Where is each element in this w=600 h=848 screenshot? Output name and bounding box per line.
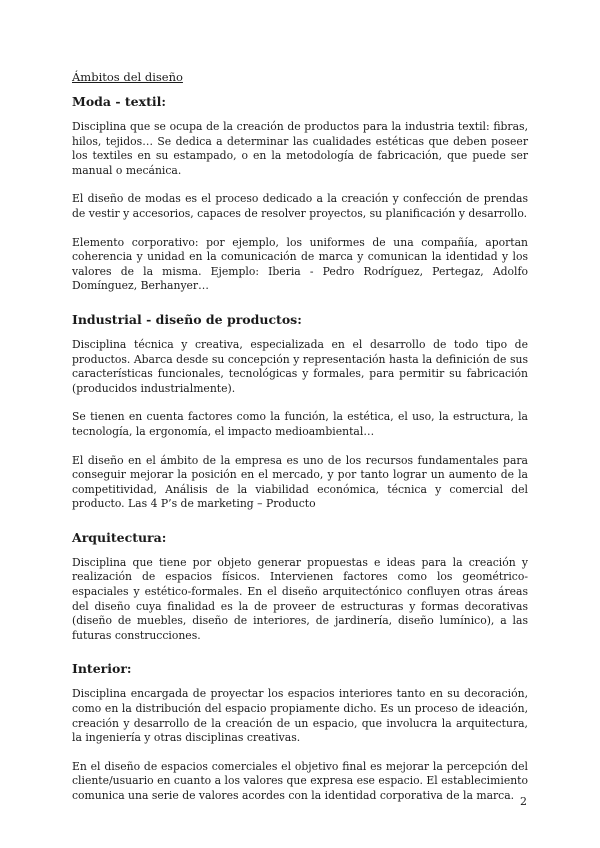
document-title: Ámbitos del diseño [72, 70, 183, 84]
page-number: 2 [520, 795, 527, 808]
paragraph: Se tienen en cuenta factores como la función, la estética, el uso, la estructura, la tecnología, la ergonomía, el impacto medioambiental… [72, 410, 528, 438]
section-heading: Moda - textil: [72, 94, 166, 109]
paragraph: Elemento corporativo: por ejemplo, los uniformes de una compañía, aportan coherencia y unidad en la comunicación de marca y comunican la identidad y los valores de la misma. Ejemplo: Iberia - Pedro Rodríguez, Pertegaz, Adolfo Domínguez, Berhanyer… [72, 235, 528, 293]
section-heading: Industrial - diseño de productos: [72, 311, 302, 327]
paragraph: Disciplina que tiene por objeto generar propuestas e ideas para la creación y realización de espacios físicos. Intervienen factores como los geométrico-espaciales y estético-formales. En el diseño arquitectónico confluyen otras áreas del diseño cuya finalidad es la de proveer de estructuras y formas decorativas (diseño de muebles, diseño de interiores, de jardinería, diseño lumínico), a las futuras construcciones. [72, 555, 528, 642]
paragraph: El diseño de modas es el proceso dedicado a la creación y confección de prendas de vestir y accesorios, capaces de resolver proyectos, su planificación y desarrollo. [72, 192, 528, 220]
section-interior [72, 661, 528, 803]
section-arquitectura [72, 530, 528, 644]
paragraph: Disciplina que se ocupa de la creación de productos para la industria textil: fibras, hilos, tejidos… Se dedica a determinar las cualidades estéticas que deben poseer los textiles en su estampado, o en la metodología de fabricación, que puede ser manual o mecánica. [72, 120, 528, 177]
section-industrial [72, 312, 528, 512]
paragraph: En el diseño de espacios comerciales el objetivo final es mejorar la percepción del cliente/usuario en cuanto a los valores que expresa ese espacio. El establecimiento comunica una serie de valores acordes con la identidad corporativa de la marca. [72, 759, 528, 802]
section-heading: Interior: [72, 661, 132, 677]
section-moda-textil [72, 94, 528, 294]
paragraph: Disciplina técnica y creativa, especializada en el desarrollo de todo tipo de productos. Abarca desde su concepción y representación hasta la definición de sus características funcionales, tecnológicas y formales, para permitir su fabricación (producidos industrialmente). [72, 337, 528, 395]
paragraph: El diseño en el ámbito de la empresa es uno de los recursos fundamentales para conseguir mejorar la posición en el mercado, y por tanto lograr un aumento de la competitividad, Análisis de la viabilidad económica, técnica y comercial del producto. Las 4 P’s de marketing – Producto [72, 453, 528, 511]
paragraph: Disciplina encargada de proyectar los espacios interiores tanto en su decoración, como en la distribución del espacio propiamente dicho. Es un proceso de ideación, creación y desarrollo de la creación de un espacio, que involucra la arquitectura, la ingeniería y otras disciplinas creativas. [72, 687, 528, 745]
section-heading: Arquitectura: [72, 529, 167, 545]
